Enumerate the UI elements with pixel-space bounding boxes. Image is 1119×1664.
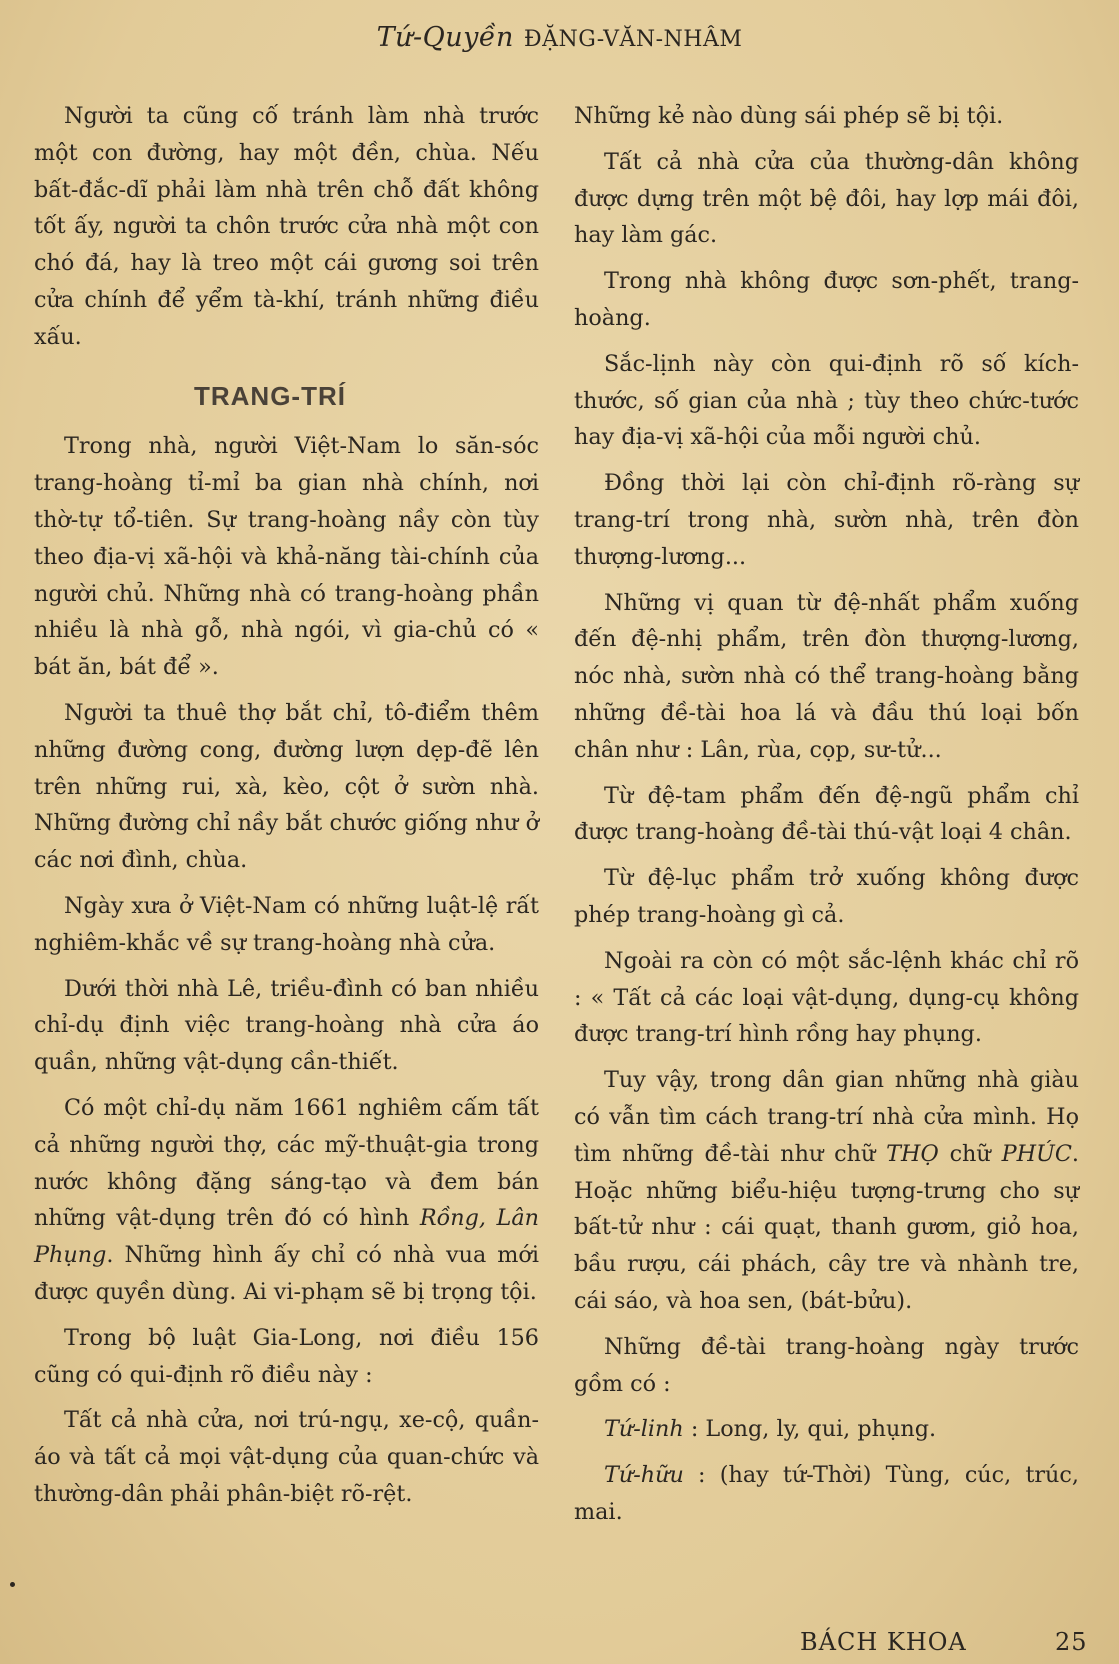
running-header xyxy=(0,22,1119,53)
paragraph xyxy=(574,1411,1079,1448)
paragraph: Từ đệ-lục phẩm trở xuống không được phép trang-hoàng gì cả. xyxy=(574,865,1079,928)
text-run: . Hoặc những biểu-hiệu tượng-trưng cho sự bất-tử như : cái quạt, thanh gươm, giỏ hoa, bầu rượu, cái phách, cây tre và nhành tre, cái sáo, và hoa sen, (bát-bửu). xyxy=(574,1140,1079,1314)
text-run: Tuy vậy, trong dân gian những nhà giàu có vẫn tìm cách trang-trí nhà cửa mình. Họ tìm những đề-tài như chữ xyxy=(574,1067,1079,1167)
text-run: chữ xyxy=(938,1140,1002,1167)
paragraph: Tất cả nhà cửa, nơi trú-ngụ, xe-cộ, quần-áo và tất cả mọi vật-dụng của quan-chức và thường-dân phải phân-biệt rõ-rệt. xyxy=(34,1407,539,1507)
paragraph: Đồng thời lại còn chỉ-định rõ-ràng sự trang-trí trong nhà, sườn nhà, trên đòn thượng-lương... xyxy=(574,470,1079,570)
paragraph: Người ta thuê thợ bắt chỉ, tô-điểm thêm những đường cong, đường lượn dẹp-đẽ lên trên những rui, xà, kèo, cột ở sườn nhà. Những đường chỉ nầy bắt chước giống như ở các nơi đình, chùa. xyxy=(34,699,539,874)
paragraph: Từ đệ-tam phẩm đến đệ-ngũ phẩm chỉ được trang-hoàng đề-tài thú-vật loại 4 chân. xyxy=(574,782,1079,846)
paragraph: Tất cả nhà cửa của thường-dân không được dựng trên một bệ đôi, hay lợp mái đôi, hay làm gác. xyxy=(574,148,1079,249)
right-column xyxy=(574,98,1079,1540)
footer xyxy=(0,1628,1119,1660)
paragraph xyxy=(34,1090,539,1311)
text-run: : (hay tứ-Thời) Tùng, cúc, trúc, mai. xyxy=(574,1462,1079,1525)
italic-term: PHÚC xyxy=(1001,1140,1072,1167)
header-author-name: ĐẶNG-VĂN-NHÂM xyxy=(523,27,743,52)
italic-term: Rồng, Lân Phụng xyxy=(34,1205,539,1269)
paragraph: Những kẻ nào dùng sái phép sẽ bị tội. xyxy=(574,103,1004,129)
paragraph: Trong nhà không được sơn-phết, trang-hoàng. xyxy=(574,268,1079,331)
magazine-name: BÁCH KHOA xyxy=(800,1628,967,1656)
paragraph xyxy=(574,1062,1079,1320)
paragraph xyxy=(574,1457,1079,1531)
paragraph: Những đề-tài trang-hoàng ngày trước gồm có : xyxy=(574,1333,1079,1397)
paragraph: Ngoài ra còn có một sắc-lệnh khác chỉ rõ : « Tất cả các loại vật-dụng, dụng-cụ không được trang-trí hình rồng hay phụng. xyxy=(574,947,1079,1048)
paragraph: Trong nhà, người Việt-Nam lo săn-sóc trang-hoàng tỉ-mỉ ba gian nhà chính, nơi thờ-tự tổ-tiên. Sự trang-hoàng nầy còn tùy theo địa-vị xã-hội và khả-năng tài-chính của người chủ. Những nhà có trang-hoàng phần nhiều là nhà gỗ, nhà ngói, vì gia-chủ có « bát ăn, bát để ». xyxy=(34,433,539,681)
italic-term: Tứ-linh xyxy=(604,1416,684,1443)
paragraph: Những vị quan từ đệ-nhất phẩm xuống đến đệ-nhị phẩm, trên đòn thượng-lương, nóc nhà, sườn nhà có thể trang-hoàng bằng những đề-tài hoa lá và đầu thú loại bốn chân như : Lân, rùa, cọp, sư-tử... xyxy=(574,589,1079,763)
paragraph: Dưới thời nhà Lê, triều-đình có ban nhiều chỉ-dụ định việc trang-hoàng nhà cửa áo quần, những vật-dụng cần-thiết. xyxy=(34,975,539,1076)
text-run: . Những hình ấy chỉ có nhà vua mới được quyền dùng. Ai vi-phạm sẽ bị trọng tội. xyxy=(34,1242,539,1305)
margin-mark xyxy=(10,1582,15,1587)
header-author-italic: Tứ-Quyền xyxy=(376,22,514,53)
paragraph: Sắc-lịnh này còn qui-định rõ số kích-thước, số gian của nhà ; tùy theo chức-tước hay địa-vị xã-hội của mỗi người chủ. xyxy=(574,350,1079,451)
italic-term: THỌ xyxy=(886,1140,939,1167)
left-column xyxy=(34,98,539,1522)
paragraph: Người ta cũng cố tránh làm nhà trước một con đường, hay một đền, chùa. Nếu bất-đắc-dĩ phải làm nhà trên chỗ đất không tốt ấy, người ta chôn trước cửa nhà một con chó đá, hay là treo một cái gương soi trên cửa chính để yểm tà-khí, tránh những điều xấu. xyxy=(34,103,539,350)
page-number: 25 xyxy=(1055,1628,1088,1656)
paragraph: Ngày xưa ở Việt-Nam có những luật-lệ rất nghiêm-khắc về sự trang-hoàng nhà cửa. xyxy=(34,892,539,956)
paragraph: Trong bộ luật Gia-Long, nơi điều 156 cũng có qui-định rõ điều này : xyxy=(34,1324,539,1388)
text-run: Có một chỉ-dụ năm 1661 nghiêm cấm tất cả những người thợ, các mỹ-thuật-gia trong nước không đặng sáng-tạo và đem bán những vật-dụng trên đó có hình xyxy=(34,1094,539,1232)
section-heading: TRANG-TRÍ xyxy=(194,380,346,411)
italic-term: Tứ-hữu xyxy=(604,1462,684,1489)
text-run: : Long, ly, qui, phụng. xyxy=(683,1416,937,1443)
